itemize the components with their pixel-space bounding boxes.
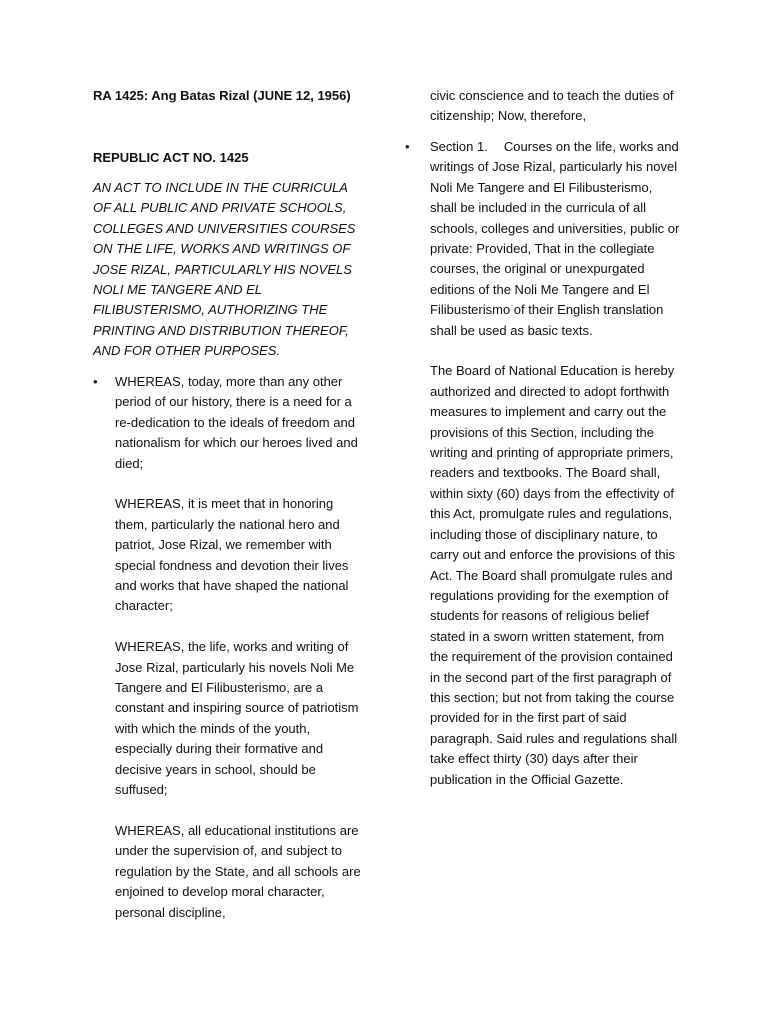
section-block — [430, 137, 680, 790]
whereas-list — [93, 372, 368, 923]
section-label: Section 1. — [430, 139, 488, 154]
whereas-paragraph: WHEREAS, today, more than any other period of our history, there is a need for a re-dedication to the ideals of freedom and nationalism for which our heroes lived and died; — [115, 374, 358, 471]
section-text: Courses on the life, works and writings of Jose Rizal, particularly his novel Noli Me Tangere and El Filibusterismo, shall be included in the curricula of all schools, colleges and universities, public or private: Provided, That in the collegiate courses, the original or unexpurgated editions of the Noli Me Tangere and El Filibusterismo of their English translation shall be used as basic texts. — [430, 139, 680, 338]
whereas-paragraph: WHEREAS, all educational institutions are under the supervision of, and subject to regulation by the State, and all schools are enjoined to develop moral character, personal discipline, — [115, 822, 361, 920]
board-paragraph: The Board of National Education is hereby authorized and directed to adopt forthwith measures to implement and carry out the provisions of this Section, including the writing and printing of appropriate primers, readers and textbooks. The Board shall, within sixty (60) days from the effectivity of this Act, promulgate rules and regulations, including those of disciplinary nature, to carry out and enforce the provisions of this Act. The Board shall promulgate rules and regulations providing for the exemption of students for reasons of religious belief stated in a sworn written statement, from the requirement of the provision contained in the second part of the first paragraph of this section; but not from taking the course provided for in the first part of said paragraph. Said rules and regulations shall take effect thirty (30) days after their publication in the Official Gazette. — [430, 363, 678, 787]
whereas-paragraph: WHEREAS, the life, works and writing of Jose Rizal, particularly his novels Noli Me Tangere and El Filibusterismo, are a constant and inspiring source of patriotism with which the minds of the youth, especially during their formative and decisive years in school, should be suffused; — [115, 639, 359, 798]
act-number-heading: REPUBLIC ACT NO. 1425 — [93, 150, 249, 165]
whereas-block — [115, 372, 365, 923]
section-1-paragraph — [430, 137, 680, 341]
left-column — [93, 86, 368, 920]
section-list — [405, 137, 680, 790]
whereas-continuation: civic conscience and to teach the duties of citizenship; Now, therefore, — [430, 88, 674, 124]
bullet-icon: • — [405, 139, 410, 154]
act-long-title: AN ACT TO INCLUDE IN THE CURRICULA OF ALL PUBLIC AND PRIVATE SCHOOLS, COLLEGES AND UNIVERSITIES COURSES ON THE LIFE, WORKS AND WRITINGS OF JOSE RIZAL, PARTICULARLY HIS NOVELS NOLI ME TANGERE AND EL FILIBUSTERISMO, AUTHORIZING THE PRINTING AND DISTRIBUTION THEREOF, AND FOR OTHER PURPOSES. — [93, 180, 356, 359]
document-title: RA 1425: Ang Batas Rizal (JUNE 12, 1956) — [93, 88, 351, 103]
bullet-icon: • — [93, 374, 98, 389]
whereas-paragraph: WHEREAS, it is meet that in honoring them, particularly the national hero and patriot, Jose Rizal, we remember with special fondness and devotion their lives and works that have shaped the national character; — [115, 496, 349, 614]
